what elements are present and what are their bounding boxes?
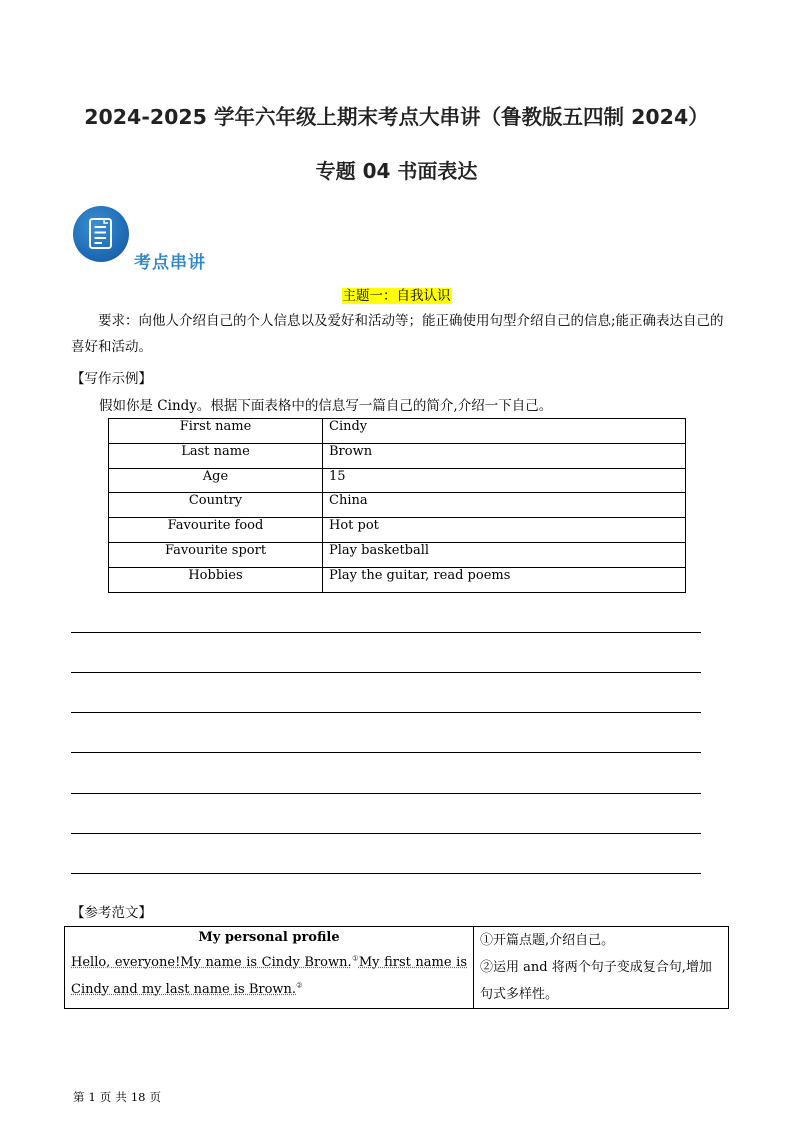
table-key: Country — [109, 493, 323, 518]
table-key: Favourite food — [109, 518, 323, 543]
page-number: 1 — [88, 1090, 96, 1104]
writing-line[interactable] — [71, 793, 701, 794]
requirement-text: 要求：向他人介绍自己的个人信息以及爱好和活动等；能正确使用句型介绍自己的信息;能正确表达自己的喜好和活动。 — [71, 313, 724, 355]
reference-table — [64, 926, 729, 1009]
table-value: Play the guitar, read poems — [323, 567, 686, 592]
document-subtitle: 专题 04 书面表达 — [315, 159, 478, 183]
table-key: Favourite sport — [109, 542, 323, 567]
essay-sentence: Hello, everyone!My name is Cindy Brown. — [71, 955, 352, 970]
table-row — [109, 468, 686, 493]
document-title: 2024-2025 学年六年级上期末考点大串讲（鲁教版五四制 2024） — [84, 105, 709, 129]
example-prompt: 假如你是 Cindy。根据下面表格中的信息写一篇自己的简介,介绍一下自己。 — [99, 398, 553, 414]
writing-line[interactable] — [71, 873, 701, 874]
table-value: Hot pot — [323, 518, 686, 543]
document-list-icon — [73, 206, 129, 262]
writing-line[interactable] — [71, 632, 701, 633]
writing-line[interactable] — [71, 752, 701, 753]
table-row — [109, 493, 686, 518]
page-total: 18 — [130, 1090, 146, 1104]
table-value: China — [323, 493, 686, 518]
annotation-mark: ② — [296, 981, 303, 990]
table-row — [109, 542, 686, 567]
writing-line[interactable] — [71, 833, 701, 834]
page-footer: 第 1 页 共 18 页 — [73, 1090, 161, 1104]
info-table — [108, 418, 686, 593]
essay-title: My personal profile — [198, 930, 340, 945]
reference-essay — [65, 927, 474, 1009]
writing-line[interactable] — [71, 712, 701, 713]
note-item: ②运用 and 将两个句子变成复合句,增加句式多样性。 — [480, 960, 712, 1002]
example-heading: 【写作示例】 — [71, 371, 152, 387]
table-row — [109, 419, 686, 444]
table-row — [109, 567, 686, 592]
essay-sentence: My first name is Cindy and my last name is Brown. — [71, 955, 467, 997]
table-row — [109, 518, 686, 543]
table-key: Last name — [109, 443, 323, 468]
reference-notes — [474, 927, 729, 1009]
table-value: Brown — [323, 443, 686, 468]
table-key: Age — [109, 468, 323, 493]
annotation-mark: ① — [351, 954, 359, 963]
table-value: Play basketball — [323, 542, 686, 567]
writing-line[interactable] — [71, 672, 701, 673]
table-key: Hobbies — [109, 567, 323, 592]
table-value: 15 — [323, 468, 686, 493]
topic-heading: 主题一：自我认识 — [342, 288, 451, 304]
table-key: First name — [109, 419, 323, 444]
reference-heading: 【参考范文】 — [71, 905, 152, 921]
table-value: Cindy — [323, 419, 686, 444]
section-badge — [73, 206, 129, 262]
section-badge-label: 考点串讲 — [134, 253, 206, 273]
note-item: ①开篇点题,介绍自己。 — [480, 933, 615, 948]
table-row — [109, 443, 686, 468]
